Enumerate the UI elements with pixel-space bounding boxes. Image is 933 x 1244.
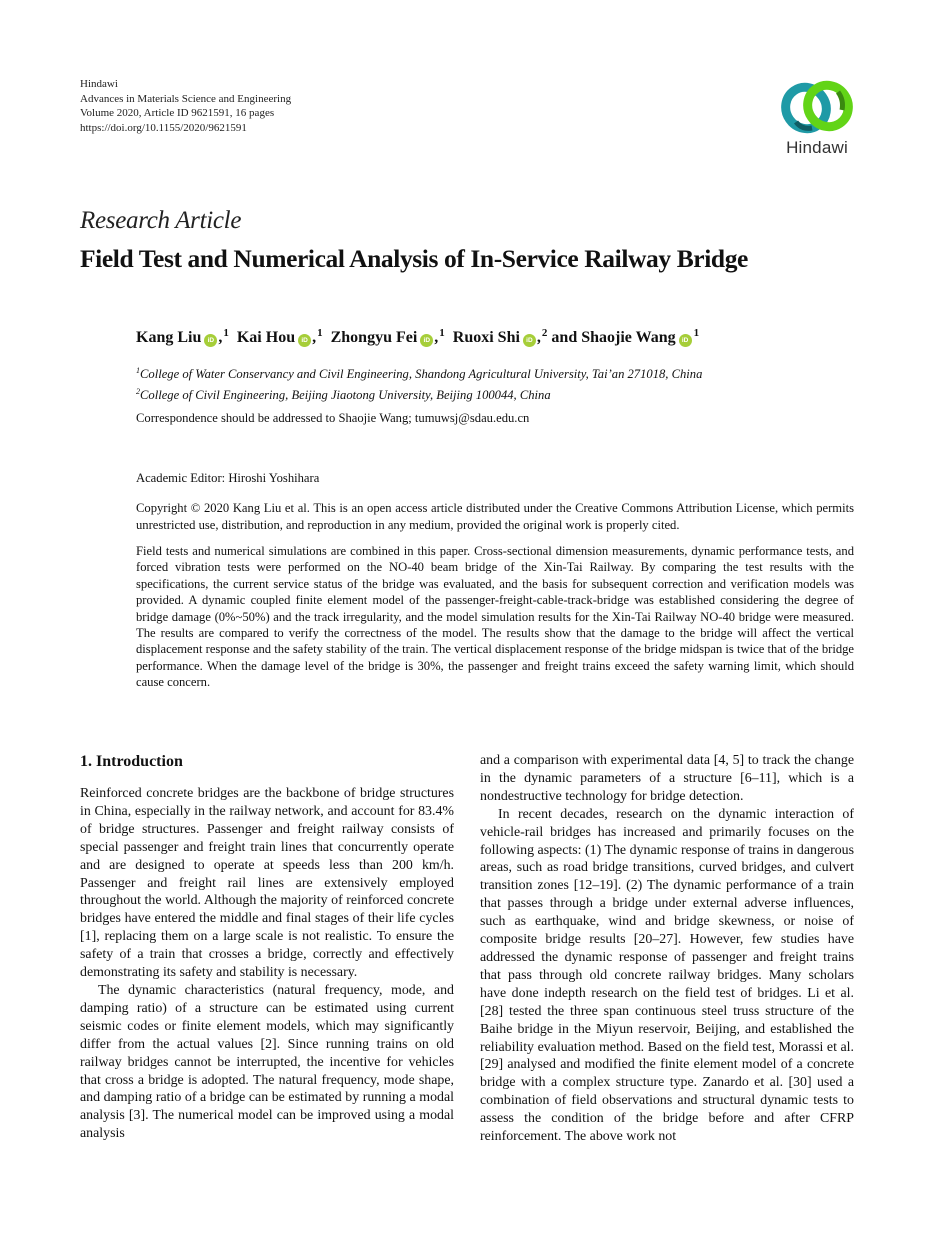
abstract: Field tests and numerical simulations are combined in this paper. Cross-sectional dimension measurements, dynamic performance tests, and forced vibration tests were performed on the NO-40 beam bridge of the Xin-Tai Railway. By comparing the test results with the specifications, the current service status of the bridge was evaluated, and the basis for subsequent correction and verification models was provided. A dynamic coupled finite element model of the passenger-freight-cable-track-bridge was established considering the degree of bridge damage (0%~50%) and the track irregularity, and the model simulation results for the Xin-Tai Railway NO-40 bridge were measured. The results are compared to verify the correctness of the model. The results show that the damage to the bridge will affect the vertical displacement response and the safety stability of the train. The vertical displacement response of the bridge midspan is twice that of the bridge performance. When the damage level of the bridge is 30%, the passenger and freight trains exceed the safety warning limit, which should cause concern. bbox=[136, 544, 854, 690]
paragraph: and a comparison with experimental data [4, 5] to track the change in the dynamic parameters of a structure [6–11], which is a nondestructive technology for bridge detection. bbox=[480, 753, 854, 804]
article-title: Field Test and Numerical Analysis of In-Service Railway Bridge bbox=[80, 244, 748, 273]
paragraph: Reinforced concrete bridges are the backbone of bridge structures in China, especially in the railway network, and account for 83.4% of bridge structures. Passenger and freight railway consists of special passenger and freight train lines that concurrently operate and are designed to operate at speeds less than 200 km/h. Passenger and freight rail lines are extensively employed throughout the world. Although the majority of reinforced concrete bridges have entered the middle and final stages of their life cycles [1], replacing them on a large scale is not realistic. To ensure the safety of a train that crosses a bridge, correctly and effectively demonstrating its safety and stability is necessary. bbox=[80, 786, 454, 981]
author-list bbox=[136, 327, 699, 347]
volume-info: Volume 2020, Article ID 9621591, 16 pages bbox=[80, 107, 275, 119]
orcid-icon[interactable]: iD bbox=[523, 334, 536, 347]
affiliations bbox=[136, 362, 702, 404]
author[interactable]: Ruoxi Shi iD ,$^2$ and bbox=[452, 327, 582, 346]
hindawi-logo bbox=[776, 78, 858, 160]
section-heading-introduction: 1. Introduction bbox=[80, 753, 183, 770]
doi-link[interactable]: https://doi.org/10.1155/2020/9621591 bbox=[80, 121, 247, 134]
copyright-notice: Copyright © 2020 Kang Liu et al. This is an open access article distributed under the Creative Commons Attribution License, which permits unrestricted use, distribution, and reproduction in any medium, provided the original work is properly cited. bbox=[136, 501, 854, 532]
academic-editor: Academic Editor: Hiroshi Yoshihara bbox=[136, 471, 320, 485]
orcid-icon[interactable]: iD bbox=[204, 334, 217, 347]
correspondence[interactable]: Correspondence should be addressed to Shaojie Wang; tumuwsj@sdau.edu.cn bbox=[136, 411, 530, 425]
logo-text: Hindawi bbox=[786, 138, 848, 157]
orcid-icon[interactable]: iD bbox=[298, 334, 311, 347]
author[interactable]: Zhongyu Fei iD ,$^1$ bbox=[330, 327, 445, 346]
author[interactable]: Kang Liu iD ,$^1$ bbox=[136, 327, 229, 346]
article-type: Research Article bbox=[80, 207, 242, 234]
journal-name: Advances in Materials Science and Engineering bbox=[80, 92, 292, 105]
paragraph: In recent decades, research on the dynamic interaction of vehicle-rail bridges has increased and primarily focuses on the following aspects: (1) The dynamic response of trains in dangerous areas, such as road bridge transitions, curved bridges, and culvert transition zones [12–19]. (2) The dynamic performance of a train that passes through a bridge under external adverse influences, such as earthquake, wind and bridge skewness, or noise of composite bridge results [20–27]. However, few studies have addressed the dynamic response of passenger and freight trains that pass through old concrete railway bridges. Many scholars have done indepth research on the field test of bridges. Li et al. [28] tested the three span continuous steel truss structure of the Baihe bridge in the Miyun reservoir, Beijing, and established the reliability evaluation method. Based on the field test, Morassi et al. [29] analysed and modified the finite element model of a concrete bridge with a complex structure type. Zanardo et al. [30] used a combination of field observations and structural dynamic tests to assess the condition of the bridge before and after CFRP reinforcement. The above work not bbox=[480, 806, 854, 1145]
journal-info bbox=[80, 77, 291, 135]
hindawi-rings-icon bbox=[776, 78, 858, 138]
author[interactable]: Shaojie Wang $iD^1$ bbox=[581, 327, 700, 346]
author[interactable]: Kai Hou iD ,$^1$ bbox=[236, 327, 323, 346]
affiliation-2: $^2$College of Civil Engineering, Beijing Jiaotong University, Beijing 100044, China bbox=[136, 387, 551, 402]
body-column-left bbox=[80, 752, 454, 1143]
paragraph: The dynamic characteristics (natural frequency, mode, and damping ratio) of a structure can be estimated using current seismic codes or finite element models, which may significantly differ from the actual values [2]. Since running trains on old railway bridges cannot be interrupted, the incentive for vehicles that cross a bridge is adopted. The natural frequency, mode shape, and damping ratio of a bridge can be estimated by running a modal analysis [3]. The numerical model can be improved using a modal analysis bbox=[80, 982, 454, 1142]
publisher-name: Hindawi bbox=[80, 78, 118, 90]
body-column-right bbox=[480, 752, 854, 1146]
orcid-icon[interactable]: iD bbox=[679, 334, 692, 347]
orcid-icon[interactable]: iD bbox=[420, 334, 433, 347]
affiliation-1: $^1$College of Water Conservancy and Civil Engineering, Shandong Agricultural University, Tai’an 271018, China bbox=[136, 366, 703, 381]
